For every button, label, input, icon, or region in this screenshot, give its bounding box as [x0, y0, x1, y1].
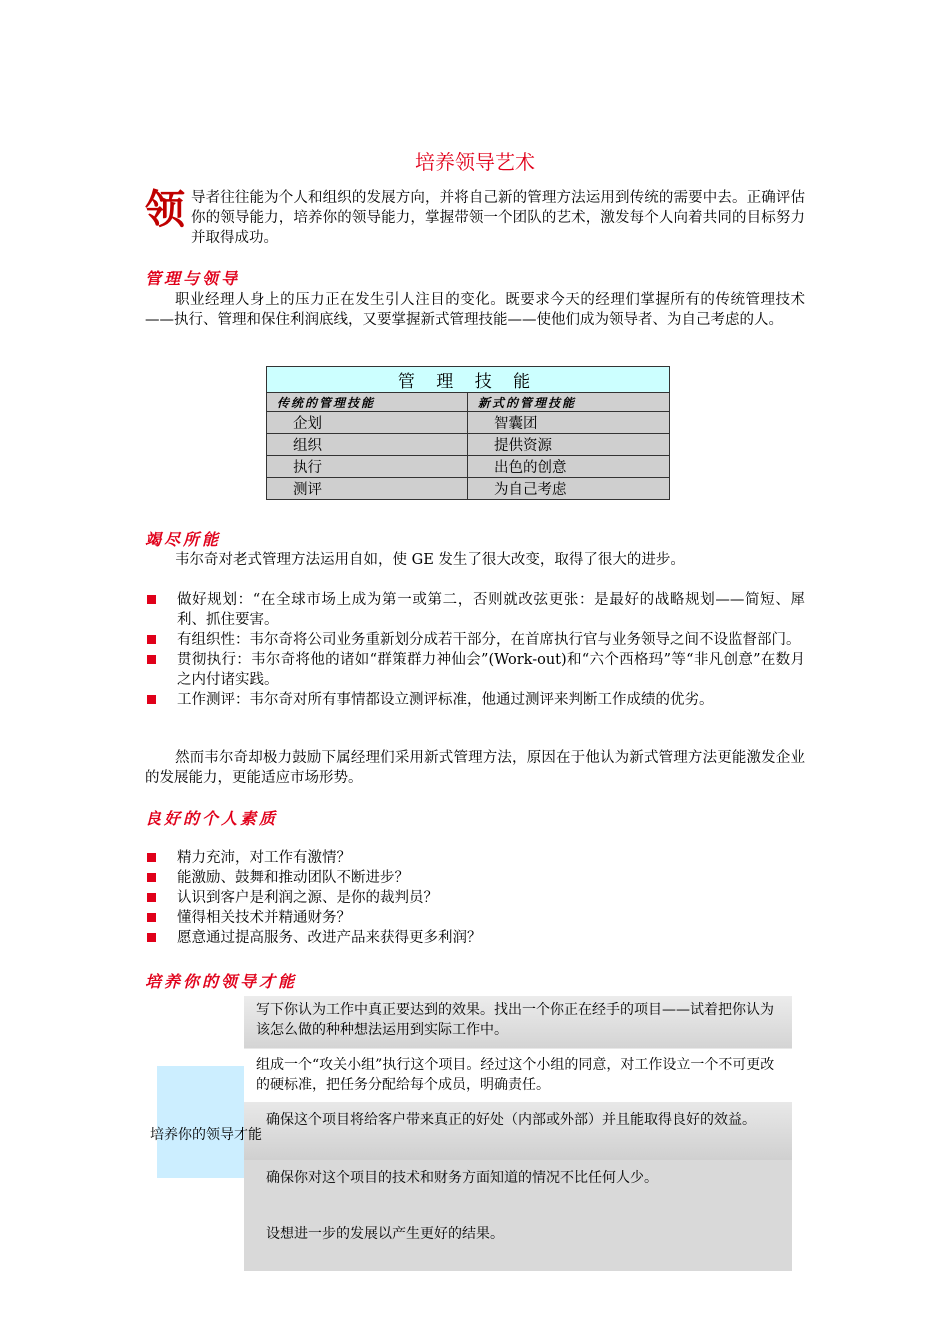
bullet-square-icon — [147, 873, 156, 882]
table-row — [267, 434, 670, 456]
table-cell: 出色的创意 — [468, 456, 670, 478]
table-row — [267, 478, 670, 500]
section-heading-best-effort: 竭尽所能 — [145, 530, 222, 549]
diagram-step-text: 确保你对这个项目的技术和财务方面知道的情况不比任何人少。 — [266, 1170, 658, 1186]
list-item — [145, 888, 805, 908]
diagram-step-1 — [244, 996, 792, 1048]
bullet-square-icon — [147, 695, 156, 704]
skills-table-col-traditional: 传统的管理技能 — [267, 393, 468, 412]
list-item-text: 懂得相关技术并精通财务？ — [177, 910, 351, 926]
list-item — [145, 630, 805, 650]
bullet-square-icon — [147, 853, 156, 862]
best-effort-bullet-list — [145, 590, 805, 710]
list-item — [145, 908, 805, 928]
section-management-text: 职业经理人身上的压力正在发生引人注目的变化。既要求今天的经理们掌握所有的传统管理技术——执行、管理和保住利润底线，又要掌握新式管理技能——使他们成为领导者、为自己考虑的人。 — [145, 292, 805, 328]
diagram-step-text: 确保这个项目将给客户带来真正的好处（内部或外部）并且能取得良好的效益。 — [266, 1112, 756, 1128]
diagram-step-2 — [244, 1048, 792, 1103]
diagram-step-text: 组成一个“攻关小组”执行这个项目。经过这个小组的同意，对工作设立一个不可更改的硬标准，把任务分配给每个成员，明确责任。 — [256, 1057, 775, 1093]
diagram-step-text: 写下你认为工作中真正要达到的效果。找出一个你正在经手的项目——试着把你认为该怎么做的种种想法运用到实际工作中。 — [256, 1002, 774, 1038]
list-item — [145, 848, 805, 868]
list-item — [145, 868, 805, 888]
skills-table — [266, 366, 670, 500]
table-cell: 智囊团 — [468, 412, 670, 434]
list-item — [145, 690, 805, 710]
table-cell: 为自己考虑 — [468, 478, 670, 500]
list-item-text: 贯彻执行：韦尔奇将他的诸如“群策群力神仙会”(Work-out)和“六个西格玛”等“非凡创意”在数月之内付诸实践。 — [177, 652, 805, 688]
section-heading-develop-leadership: 培养你的领导才能 — [145, 972, 298, 991]
list-item-text: 能激励、鼓舞和推动团队不断进步？ — [177, 870, 409, 886]
bullet-square-icon — [147, 635, 156, 644]
diagram-step-4 — [244, 1160, 792, 1216]
bullet-square-icon — [147, 655, 156, 664]
list-item — [145, 650, 805, 690]
qualities-bullet-list — [145, 848, 805, 948]
best-effort-closing: 然而韦尔奇却极力鼓励下属经理们采用新式管理方法，原因在于他认为新式管理方法更能激发企业的发展能力，更能适应市场形势。 — [145, 750, 805, 786]
list-item — [145, 590, 805, 630]
table-cell: 提供资源 — [468, 434, 670, 456]
page-title: 培养领导艺术 — [415, 150, 535, 174]
skills-table-title: 管 理 技 能 — [267, 367, 670, 393]
bullet-square-icon — [147, 913, 156, 922]
table-cell: 企划 — [267, 412, 468, 434]
diagram-step-5 — [244, 1216, 792, 1271]
list-item-text: 愿意通过提高服务、改进产品来获得更多利润？ — [177, 930, 482, 946]
list-item-text: 精力充沛，对工作有激情？ — [177, 850, 351, 866]
section-heading-management: 管理与领导 — [145, 269, 241, 288]
table-cell: 执行 — [267, 456, 468, 478]
diagram-step-3 — [244, 1102, 792, 1160]
bullet-square-icon — [147, 893, 156, 902]
list-item — [145, 928, 805, 948]
section-best-effort-text: 韦尔奇对老式管理方法运用自如，使 GE 发生了很大改变，取得了很大的进步。 — [175, 552, 685, 568]
intro-paragraph — [145, 188, 805, 248]
intro-text: 导者往往能为个人和组织的发展方向，并将自己新的管理方法运用到传统的需要中去。正确评估你的领导能力，培养你的领导能力，掌握带领一个团队的艺术，激发每个人向着共同的目标努力并取得成功。 — [191, 190, 805, 246]
list-item-text: 有组织性：韦尔奇将公司业务重新划分成若干部分，在首席执行官与业务领导之间不设监督部门。 — [177, 632, 801, 648]
bullet-square-icon — [147, 595, 156, 604]
list-item-text: 认识到客户是利润之源、是你的裁判员？ — [177, 890, 438, 906]
list-item-text: 工作测评：韦尔奇对所有事情都设立测评标准，他通过测评来判断工作成绩的优劣。 — [177, 692, 714, 708]
diagram-label: 培养你的领导才能 — [150, 1127, 262, 1143]
bullet-square-icon — [147, 933, 156, 942]
section-heading-personal-qualities: 良好的个人素质 — [145, 809, 279, 828]
table-row — [267, 412, 670, 434]
table-cell: 组织 — [267, 434, 468, 456]
diagram-step-text: 设想进一步的发展以产生更好的结果。 — [266, 1226, 504, 1242]
drop-cap: 领 — [145, 186, 185, 233]
table-row — [267, 456, 670, 478]
skills-table-col-new: 新式的管理技能 — [468, 393, 670, 412]
table-cell: 测评 — [267, 478, 468, 500]
list-item-text: 做好规划：“在全球市场上成为第一或第二，否则就改弦更张：是最好的战略规划——简短、犀利、抓住要害。 — [177, 592, 805, 628]
